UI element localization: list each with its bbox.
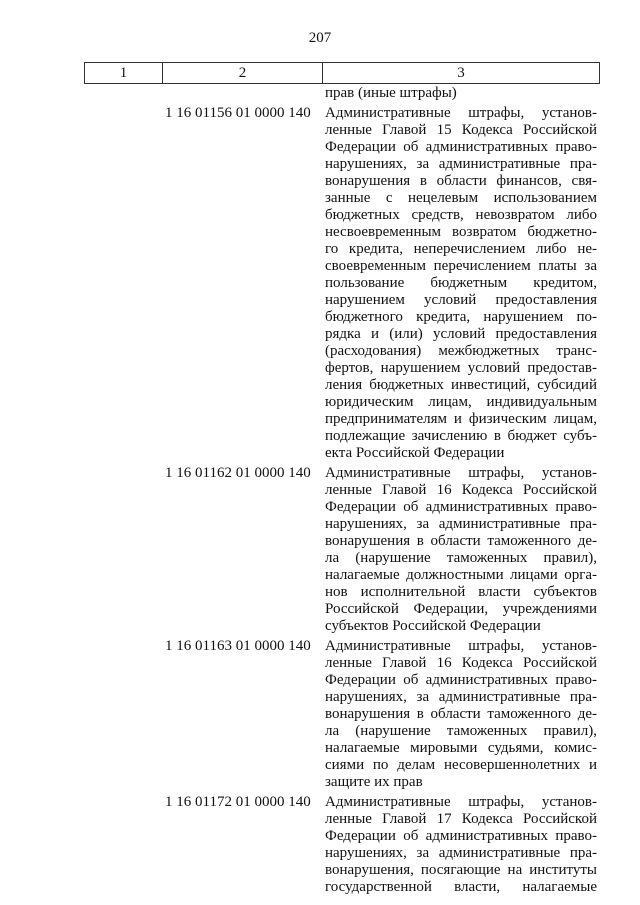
budget-classification-code: 1 16 01162 01 0000 140 — [165, 465, 311, 481]
table-row — [0, 465, 640, 635]
description-line: Федерации об административных право- — [325, 139, 597, 155]
description-line: налагаемые должностными лицами орга- — [325, 567, 597, 583]
description-line: занные с нецелевым использованием — [325, 190, 597, 206]
revenue-description — [325, 105, 597, 462]
description-line: ленные Главой 16 Кодекса Российской — [325, 482, 597, 498]
description-line: предпринимателям и физическим лицам, — [325, 411, 597, 427]
budget-classification-code: 1 16 01156 01 0000 140 — [165, 105, 311, 121]
description-line: фертов, нарушением условий предостав- — [325, 360, 597, 376]
description-line: нарушениях, за административные пра- — [325, 845, 597, 861]
description-line: Административные штрафы, установ- — [325, 105, 597, 121]
description-line: ления бюджетных инвестиций, субсидий — [325, 377, 597, 393]
description-line: нов исполнительной власти субъектов — [325, 584, 597, 600]
description-line: Административные штрафы, установ- — [325, 794, 597, 810]
description-line: екта Российской Федерации — [325, 445, 505, 461]
description-line: подлежащие зачислению в бюджет субъ- — [325, 428, 597, 444]
description-line: рядка и (или) условий предоставления — [325, 326, 597, 342]
revenue-description — [325, 794, 597, 896]
description-line: ленные Главой 17 Кодекса Российской — [325, 811, 597, 827]
table-header — [84, 62, 600, 84]
description-line: вонарушения в области таможенного де- — [325, 533, 597, 549]
description-line: защите их прав — [325, 774, 423, 790]
description-line: нарушениях, за административные пра- — [325, 516, 597, 532]
description-line: ла (нарушение таможенных правил), — [325, 723, 597, 739]
description-line: субъектов Российской Федерации — [325, 618, 541, 634]
table-row — [0, 638, 640, 791]
description-line: Российской Федерации, учреждениями — [325, 601, 597, 617]
budget-classification-code: 1 16 01172 01 0000 140 — [165, 794, 311, 810]
description-line: налагаемые мировыми судьями, комис- — [325, 740, 597, 756]
page-number: 207 — [308, 30, 332, 46]
description-line: (расходования) межбюджетных транс- — [325, 343, 597, 359]
header-column-1: 1 — [85, 63, 163, 83]
description-line: нарушением условий предоставления — [325, 292, 597, 308]
table-row — [0, 105, 640, 462]
description-line: бюджетных средств, невозвратом либо — [325, 207, 597, 223]
description-line: вонарушения в области таможенного де- — [325, 706, 597, 722]
description-line: несвоевременным возвратом бюджетно- — [325, 224, 597, 240]
description-line: Федерации об административных право- — [325, 828, 597, 844]
description-line: бюджетного кредита, нарушением по- — [325, 309, 597, 325]
header-column-3: 3 — [457, 65, 465, 81]
description-line: нарушениях, за административные пра- — [325, 689, 597, 705]
description-line: ленные Главой 16 Кодекса Российской — [325, 655, 597, 671]
description-line: ленные Главой 15 Кодекса Российской — [325, 122, 597, 138]
description-line: Федерации об административных право- — [325, 672, 597, 688]
continued-description: прав (иные штрафы) — [325, 85, 457, 101]
table-row — [0, 794, 640, 896]
budget-classification-code: 1 16 01163 01 0000 140 — [165, 638, 311, 654]
revenue-description — [325, 638, 597, 791]
description-line: юридическим лицам, индивидуальным — [325, 394, 597, 410]
header-column-2: 2 — [163, 63, 323, 83]
table-body — [0, 105, 640, 899]
description-line: сиями по делам несовершеннолетних и — [325, 757, 597, 773]
description-line: вонарушения в области финансов, свя- — [325, 173, 597, 189]
description-line: го кредита, неперечислением либо не- — [325, 241, 597, 257]
description-line: ла (нарушение таможенных правил), — [325, 550, 597, 566]
revenue-description — [325, 465, 597, 635]
description-line: Федерации об административных право- — [325, 499, 597, 515]
description-line: вонарушения, посягающие на институты — [325, 862, 597, 878]
description-line: Административные штрафы, установ- — [325, 638, 597, 654]
description-line: нарушениях, за административные пра- — [325, 156, 597, 172]
description-line: пользование бюджетным кредитом, — [325, 275, 597, 291]
description-line: государственной власти, налагаемые — [325, 879, 597, 895]
description-line: Административные штрафы, установ- — [325, 465, 597, 481]
description-line: своевременным перечислением платы за — [325, 258, 597, 274]
